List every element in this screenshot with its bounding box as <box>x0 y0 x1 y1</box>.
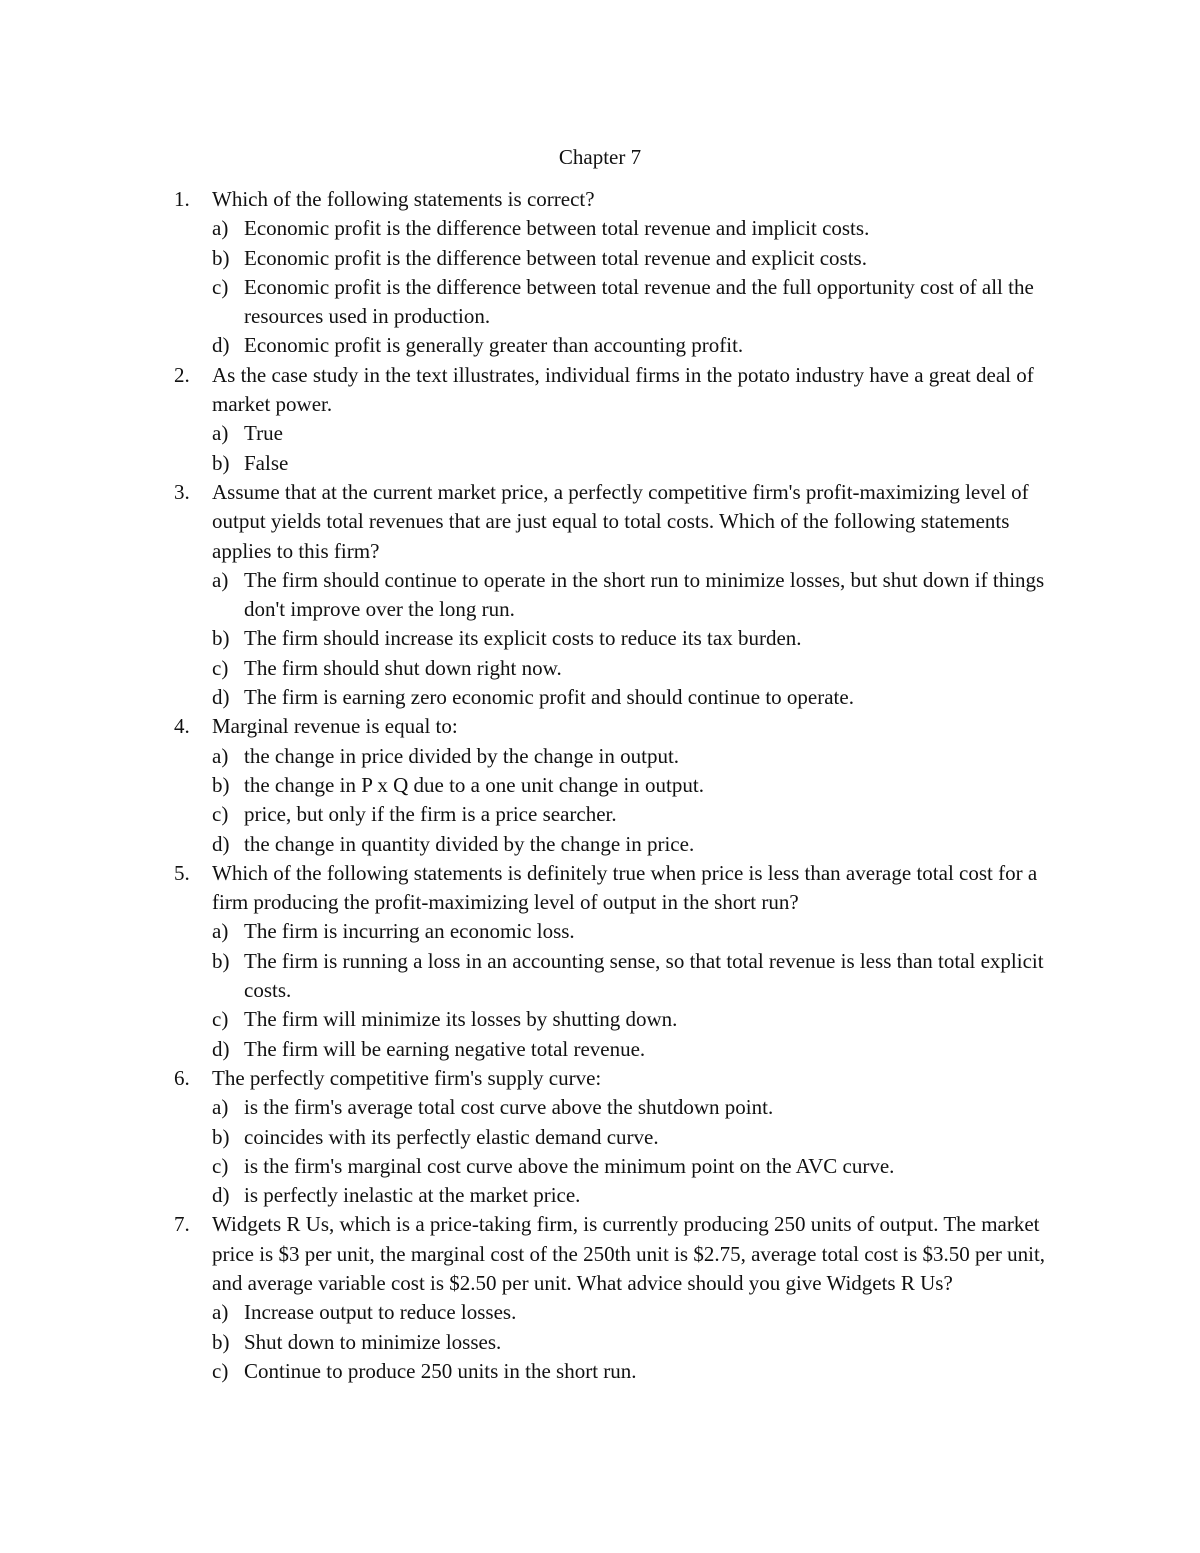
question-text: Widgets R Us, which is a price-taking firm, is currently producing 250 units of output. The market price is $3 per unit, the marginal cost of the 250th unit is $2.75, average total cost is $3.50 per unit, and average variable cost is $2.50 per unit. What advice should you give Widgets R Us? <box>212 1212 1046 1295</box>
option-label: b) <box>212 245 230 270</box>
page-title: Chapter 7 <box>558 145 642 169</box>
answer-option <box>174 624 1074 653</box>
option-text: The firm should increase its explicit costs to reduce its tax burden. <box>244 626 802 651</box>
answer-option <box>174 1123 1074 1152</box>
option-text: the change in price divided by the change in output. <box>244 743 680 768</box>
answer-option <box>174 1328 1074 1357</box>
option-label: c) <box>212 1358 229 1383</box>
question-text: Which of the following statements is definitely true when price is less than average total cost for a firm producing the profit-maximizing level of output in the short run? <box>212 860 1038 915</box>
option-label: a) <box>212 216 229 241</box>
option-text: price, but only if the firm is a price searcher. <box>244 802 617 827</box>
option-text: False <box>244 450 289 475</box>
answer-option <box>174 419 1074 448</box>
option-label: d) <box>212 333 230 358</box>
option-label: d) <box>212 1183 230 1208</box>
question-text: Which of the following statements is correct? <box>212 187 595 211</box>
question-text: The perfectly competitive firm's supply curve: <box>212 1065 602 1090</box>
answer-option <box>174 771 1074 800</box>
question-item <box>174 859 1074 918</box>
answer-option <box>174 683 1074 712</box>
answer-option <box>174 1152 1074 1181</box>
option-text: Economic profit is the difference between total revenue and implicit costs. <box>244 216 870 241</box>
option-label: d) <box>212 831 230 856</box>
answer-option <box>174 917 1074 946</box>
option-label: c) <box>212 1007 229 1032</box>
answer-option <box>174 1035 1074 1064</box>
option-text: the change in P x Q due to a one unit change in output. <box>244 772 704 797</box>
answer-option <box>174 654 1074 683</box>
question-number: 1. <box>174 187 190 211</box>
answer-option <box>174 449 1074 478</box>
answer-option <box>174 1181 1074 1210</box>
answer-option <box>174 273 1074 332</box>
option-label: d) <box>212 1036 230 1061</box>
question-text: Assume that at the current market price, a perfectly competitive firm's profit-maximizing level of output yields total revenues that are just equal to total costs. Which of the following statements applies to this firm? <box>212 479 1029 563</box>
option-text: Economic profit is generally greater than accounting profit. <box>244 333 744 358</box>
answer-option <box>174 800 1074 829</box>
question-item <box>174 712 1074 741</box>
answer-option <box>174 1357 1074 1386</box>
option-text: The firm is incurring an economic loss. <box>244 919 575 944</box>
question-number: 7. <box>174 1212 190 1237</box>
option-label: b) <box>212 772 230 797</box>
option-text: is perfectly inelastic at the market price. <box>244 1183 581 1208</box>
option-text: the change in quantity divided by the change in price. <box>244 831 695 856</box>
option-label: b) <box>212 948 230 973</box>
question-item <box>174 185 1074 214</box>
option-text: coincides with its perfectly elastic demand curve. <box>244 1124 659 1149</box>
option-label: a) <box>212 567 229 592</box>
answer-option <box>174 566 1074 625</box>
question-text: As the case study in the text illustrates, individual firms in the potato industry have a great deal of market power. <box>212 362 1034 417</box>
option-text: True <box>244 421 283 446</box>
question-number: 4. <box>174 714 190 739</box>
answer-option <box>174 742 1074 771</box>
answer-option <box>174 214 1074 243</box>
option-text: The firm should continue to operate in the short run to minimize losses, but shut down if things don't improve over the long run. <box>244 567 1045 622</box>
option-label: b) <box>212 450 230 475</box>
option-label: b) <box>212 1124 230 1149</box>
option-text: The firm is running a loss in an accounting sense, so that total revenue is less than total explicit costs. <box>244 948 1044 1003</box>
answer-option <box>174 1005 1074 1034</box>
question-item <box>174 1064 1074 1093</box>
answer-option <box>174 244 1074 273</box>
option-label: a) <box>212 1095 229 1120</box>
question-item <box>174 1210 1074 1298</box>
option-label: b) <box>212 1329 230 1354</box>
option-label: c) <box>212 1153 229 1178</box>
option-label: a) <box>212 743 229 768</box>
option-label: c) <box>212 802 229 827</box>
option-text: Shut down to minimize losses. <box>244 1329 502 1354</box>
answer-option <box>174 1298 1074 1327</box>
option-text: The firm will be earning negative total revenue. <box>244 1036 646 1061</box>
answer-option <box>174 331 1074 360</box>
option-text: The firm will minimize its losses by shutting down. <box>244 1007 678 1032</box>
answer-option <box>174 830 1074 859</box>
question-item <box>174 478 1074 566</box>
option-label: b) <box>212 626 230 651</box>
question-number: 6. <box>174 1065 190 1090</box>
question-number: 3. <box>174 479 190 504</box>
question-number: 5. <box>174 860 190 885</box>
option-text: Continue to produce 250 units in the short run. <box>244 1358 637 1383</box>
option-text: The firm should shut down right now. <box>244 655 562 680</box>
question-item <box>174 361 1074 420</box>
option-text: Economic profit is the difference between total revenue and explicit costs. <box>244 245 867 270</box>
option-label: a) <box>212 421 229 446</box>
answer-option <box>174 1093 1074 1122</box>
question-list <box>174 185 1074 1386</box>
option-label: a) <box>212 919 229 944</box>
option-text: Increase output to reduce losses. <box>244 1300 517 1325</box>
question-number: 2. <box>174 362 190 387</box>
option-label: a) <box>212 1300 229 1325</box>
question-text: Marginal revenue is equal to: <box>212 714 458 739</box>
option-label: c) <box>212 655 229 680</box>
option-text: Economic profit is the difference between total revenue and the full opportunity cost of all the resources used in production. <box>244 274 1034 329</box>
option-label: c) <box>212 274 229 299</box>
answer-option <box>174 947 1074 1006</box>
option-text: The firm is earning zero economic profit and should continue to operate. <box>244 685 854 710</box>
option-text: is the firm's average total cost curve above the shutdown point. <box>244 1095 774 1120</box>
option-label: d) <box>212 685 230 710</box>
option-text: is the firm's marginal cost curve above the minimum point on the AVC curve. <box>244 1153 895 1178</box>
